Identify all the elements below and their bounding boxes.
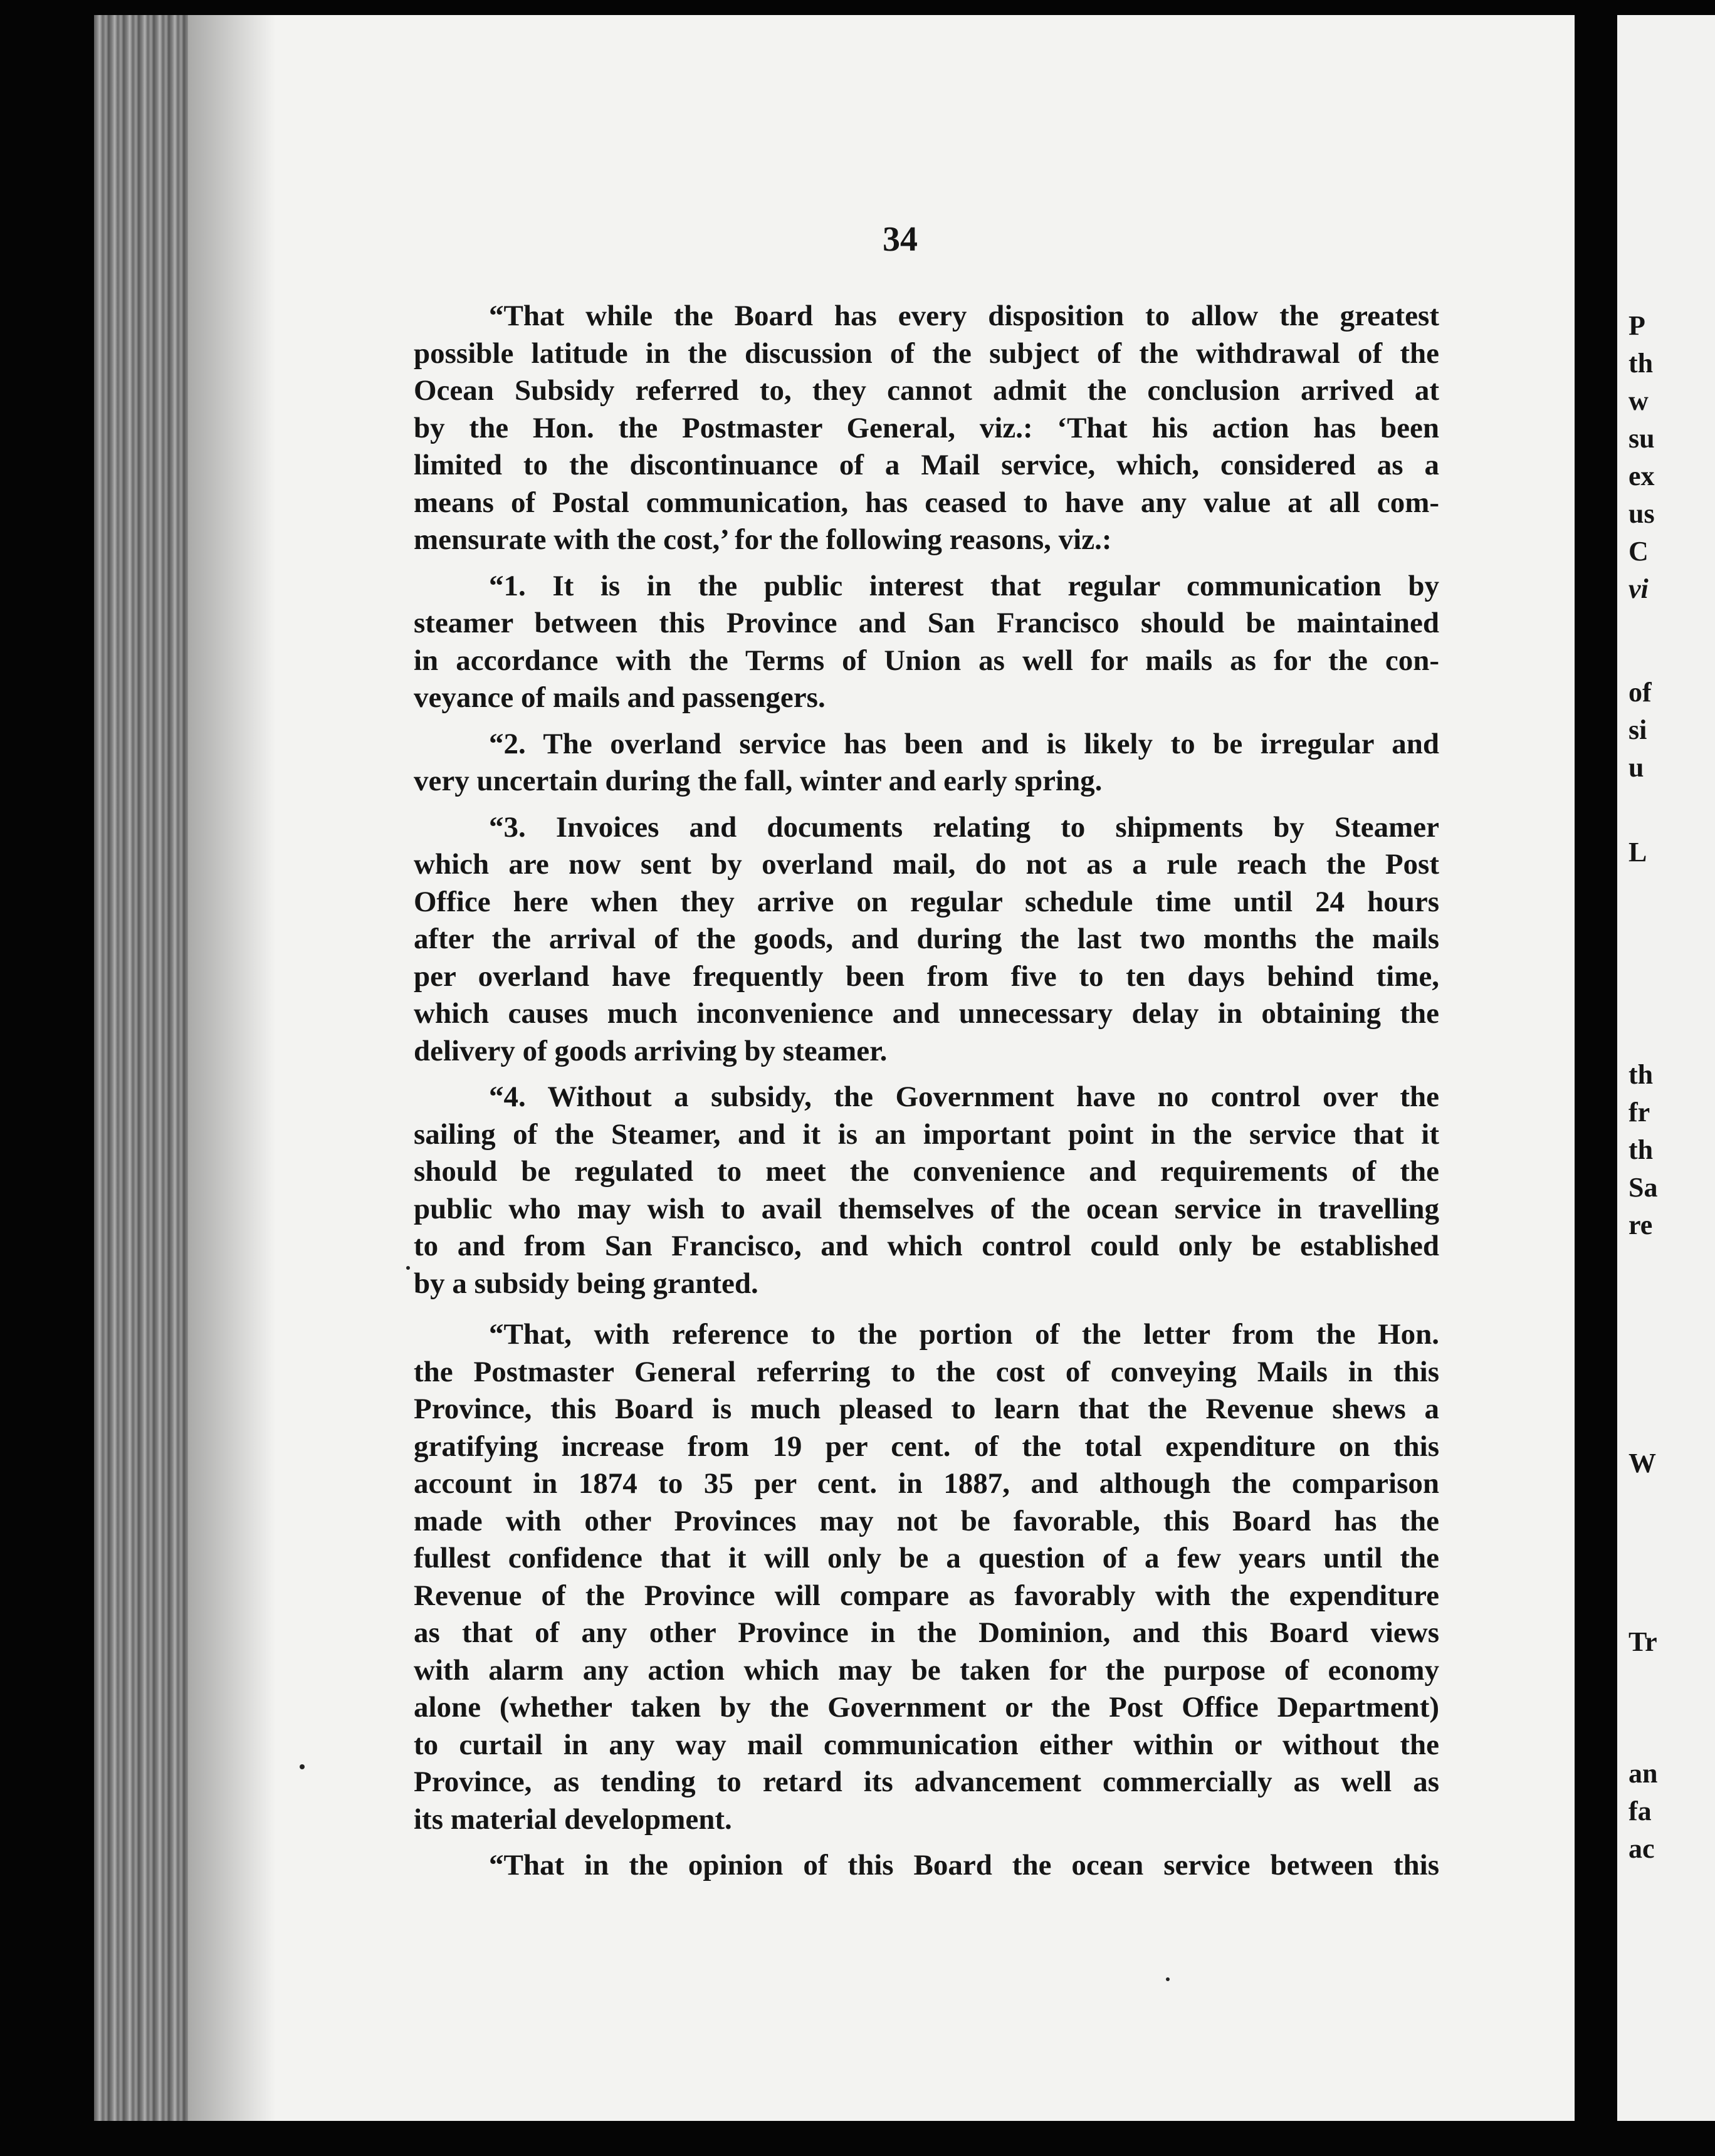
text-line: should be regulated to meet the convenience and requirements of the — [414, 1155, 1439, 1188]
paragraph — [414, 568, 1439, 717]
adjacent-page-fragment: ex — [1628, 461, 1655, 491]
text-line: with alarm any action which may be taken for the purpose of economy — [414, 1653, 1439, 1687]
text-line: as that of any other Province in the Dominion, and this Board views — [414, 1616, 1439, 1649]
text-line: “3. Invoices and documents relating to shipments by Steamer — [489, 810, 1439, 844]
text-line: to curtail in any way mail communication either within or without the — [414, 1728, 1439, 1761]
adjacent-page-fragment: L — [1628, 837, 1647, 867]
body-text — [414, 298, 1439, 1885]
text-line: account in 1874 to 35 per cent. in 1887, and although the comparison — [414, 1467, 1439, 1500]
scan-speck — [300, 1764, 305, 1769]
text-line: “1. It is in the public interest that regular communication by — [489, 569, 1439, 602]
adjacent-page-fragment: of — [1628, 677, 1652, 708]
text-line: by a subsidy being granted. — [414, 1267, 758, 1300]
adjacent-page-fragment: th — [1628, 1134, 1654, 1165]
text-line: fullest confidence that it will only be a question of a few years until the — [414, 1542, 1439, 1574]
adjacent-page-fragment: Tr — [1628, 1626, 1657, 1657]
text-line: Revenue of the Province will compare as favorably with the expenditure — [414, 1579, 1439, 1612]
text-line: very uncertain during the fall, winter and early spring. — [414, 765, 1103, 797]
adjacent-page-fragment: th — [1628, 348, 1654, 379]
adjacent-page-fragment: C — [1628, 536, 1649, 567]
gutter-shadow — [188, 15, 276, 2121]
text-line: in accordance with the Terms of Union as well for mails as for the con- — [414, 644, 1439, 677]
text-line: the Postmaster General referring to the cost of conveying Mails in this — [414, 1355, 1439, 1388]
text-line: “2. The overland service has been and is likely to be irregular and — [489, 727, 1439, 760]
text-line: veyance of mails and passengers. — [414, 681, 826, 714]
adjacent-page-fragment: W — [1628, 1448, 1656, 1478]
adjacent-page — [1617, 15, 1715, 2121]
text-line: means of Postal communication, has ceased to have any value at all com- — [414, 486, 1439, 519]
paragraph — [414, 1316, 1439, 1838]
text-line: Province, this Board is much pleased to learn that the Revenue shews a — [414, 1393, 1439, 1425]
adjacent-page-fragment: th — [1628, 1059, 1654, 1090]
text-line: mensurate with the cost,’ for the following reasons, viz.: — [414, 523, 1112, 556]
adjacent-page-fragment: su — [1628, 423, 1655, 454]
paragraph — [414, 1079, 1439, 1302]
text-line: sailing of the Steamer, and it is an important point in the service that it — [414, 1117, 1439, 1151]
paragraph — [414, 1847, 1439, 1885]
paragraph — [414, 298, 1439, 559]
page-number: 34 — [883, 220, 918, 259]
text-line: “That in the opinion of this Board the ocean service between this — [489, 1849, 1439, 1881]
adjacent-page-fragment: fa — [1628, 1796, 1652, 1826]
text-line: Province, as tending to retard its advancement commercially as well as — [414, 1766, 1439, 1798]
adjacent-page-fragment: us — [1628, 498, 1655, 529]
adjacent-page-fragment: u — [1628, 752, 1644, 783]
adjacent-page-fragment: ac — [1628, 1833, 1655, 1864]
text-line: made with other Provinces may not be favorable, this Board has the — [414, 1504, 1439, 1537]
adjacent-page-fragment: an — [1628, 1758, 1658, 1789]
adjacent-page-fragment: P — [1628, 310, 1645, 341]
text-line: possible latitude in the discussion of the subject of the withdrawal of the — [414, 337, 1439, 370]
paragraph — [414, 809, 1439, 1070]
text-line: Office here when they arrive on regular schedule time until 24 hours — [414, 885, 1439, 918]
text-line: by the Hon. the Postmaster General, viz.: ‘That his action has been — [414, 411, 1439, 444]
text-line: to and from San Francisco, and which control could only be established — [414, 1230, 1439, 1262]
adjacent-page-fragment: w — [1628, 385, 1649, 416]
scan-speck — [406, 1266, 410, 1270]
adjacent-page-fragment: fr — [1628, 1097, 1650, 1128]
paragraph — [414, 726, 1439, 800]
text-line: limited to the discontinuance of a Mail service, which, considered as a — [414, 449, 1439, 481]
text-line: “That, with reference to the portion of the letter from the Hon. — [489, 1318, 1439, 1351]
text-line: which causes much inconvenience and unnecessary delay in obtaining the — [414, 997, 1439, 1030]
text-line: its material development. — [414, 1803, 732, 1836]
text-line: “4. Without a subsidy, the Government have no control over the — [489, 1081, 1439, 1113]
text-line: after the arrival of the goods, and during the last two months the mails — [414, 923, 1439, 955]
text-line: per overland have frequently been from five to ten days behind time, — [414, 960, 1439, 993]
adjacent-page-fragment: re — [1628, 1210, 1653, 1240]
text-line: Ocean Subsidy referred to, they cannot admit the conclusion arrived at — [414, 374, 1439, 407]
adjacent-page-fragment: si — [1628, 714, 1647, 745]
adjacent-page-fragment: vi — [1628, 573, 1649, 604]
text-line: which are now sent by overland mail, do not as a rule reach the Post — [414, 848, 1439, 881]
text-line: steamer between this Province and San Francisco should be maintained — [414, 607, 1439, 639]
scan-speck — [1166, 1977, 1170, 1981]
text-line: gratifying increase from 19 per cent. of the total expenditure on this — [414, 1430, 1439, 1463]
text-line: public who may wish to avail themselves of the ocean service in travelling — [414, 1192, 1439, 1225]
text-line: delivery of goods arriving by steamer. — [414, 1034, 888, 1067]
adjacent-page-fragment: Sa — [1628, 1172, 1658, 1203]
text-line: alone (whether taken by the Government or the Post Office Department) — [414, 1691, 1439, 1724]
text-line: “That while the Board has every disposition to allow the greatest — [489, 300, 1439, 332]
